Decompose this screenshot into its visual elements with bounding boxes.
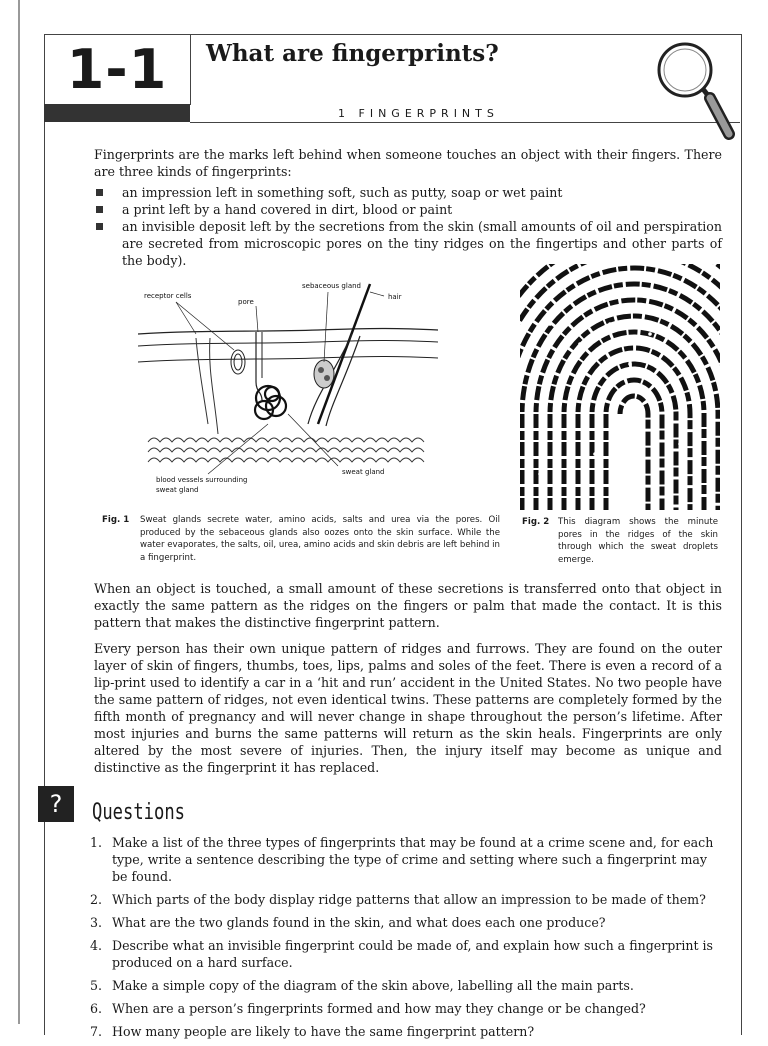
label-hair: hair xyxy=(388,293,402,301)
question-item: 2. Which parts of the body display ridge patterns that allow an impression to be made of them? xyxy=(90,892,706,907)
skin-diagram xyxy=(138,274,438,496)
figure1-caption-text: Sweat glands secrete water, amino acids, salts and urea via the pores. Oil produced by the sebaceous glands also oozes onto the skin surface. While the water evaporates, the salts, oil, urea, amino acids and skin debris are left behind in a fingerprint. xyxy=(140,515,500,563)
intro-paragraph: Fingerprints are the marks left behind when someone touches an object with their fingers. There are three kinds of fingerprints: xyxy=(94,147,722,179)
label-receptor-cells: receptor cells xyxy=(144,292,192,300)
figure2-caption-text: This diagram shows the minute pores in the ridges of the skin through which the sweat droplets emerge. xyxy=(558,517,718,565)
question-mark-icon: ? xyxy=(38,786,74,822)
label-blood-vessels: blood vessels surrounding xyxy=(156,476,248,484)
uniqueness-paragraph: Every person has their own unique pattern of ridges and furrows. They are found on the outer layer of skin of fingers, thumbs, toes, lips, palms and soles of the feet. There is even a record of a lip-print used to identify a car in a ‘hit and run’ accident in the United States. No two people have the same pattern of ridges, not even identical twins. These patterns are completely formed by the fifth month of pregnancy and will never change in shape throughout the person’s lifetime. After most injuries and burns the same patterns will return as the skin heals. Fingerprints are only altered by the most severe of injuries. Then, the injury itself may become as unique and distinctive as the fingerprint it has replaced. xyxy=(94,641,722,775)
secretion-paragraph: When an object is touched, a small amount of these secretions is transferred onto that object in exactly the same pattern as the ridges on the fingers or palm that made the contact. It is this pattern that makes the distinctive fingerprint pattern. xyxy=(94,581,722,630)
fingerprint-types-list xyxy=(96,184,722,269)
page-edge-shadow xyxy=(18,0,20,1024)
question-item: 7. How many people are likely to have the same fingerprint pattern? xyxy=(90,1024,535,1039)
label-pore: pore xyxy=(238,298,254,306)
list-item: an impression left in something soft, such as putty, soap or wet paint xyxy=(96,184,722,201)
figure1-caption xyxy=(102,514,500,564)
questions-heading: Questions xyxy=(92,800,185,825)
question-item: 3. What are the two glands found in the skin, and what does each one produce? xyxy=(90,915,606,930)
magnifying-glass-icon xyxy=(653,38,735,144)
page-title: What are fingerprints? xyxy=(206,40,499,67)
list-item: an invisible deposit left by the secretions from the skin (small amounts of oil and perspiration are secreted from microscopic pores on the tiny ridges on the fingertips and other parts of the body). xyxy=(96,218,722,269)
figure2-caption xyxy=(522,516,718,566)
label-blood-vessels-line2: sweat gland xyxy=(156,486,199,494)
bullet-square-icon xyxy=(96,206,103,213)
figure2-caption-label: Fig. 2 xyxy=(522,517,550,527)
list-item: a print left by a hand covered in dirt, blood or paint xyxy=(96,201,722,218)
bullet-square-icon xyxy=(96,189,103,196)
question-item: 1. Make a list of the three types of fingerprints that may be found at a crime scene and, for each type, write a sentence describing the type of crime and setting where such a fingerprint may be found. xyxy=(90,835,714,884)
questions-list xyxy=(90,834,722,1046)
figure1-caption-label: Fig. 1 xyxy=(102,515,130,525)
section-number: 1-1 xyxy=(44,34,191,105)
question-item: 4. Describe what an invisible fingerprint could be made of, and explain how such a fingerprint is produced on a hard surface. xyxy=(90,938,714,970)
label-sebaceous-gland: sebaceous gland xyxy=(302,282,361,290)
question-item: 6. When are a person’s fingerprints formed and how may they change or be changed? xyxy=(90,1001,646,1016)
chapter-subtitle: 1 FINGERPRINTS xyxy=(338,107,499,120)
question-item: 5. Make a simple copy of the diagram of the skin above, labelling all the main parts. xyxy=(90,978,634,993)
bullet-square-icon xyxy=(96,223,103,230)
fingerprint-ridge-image xyxy=(520,264,720,510)
section-number-bar xyxy=(44,104,190,122)
label-sweat-gland: sweat gland xyxy=(342,468,385,476)
